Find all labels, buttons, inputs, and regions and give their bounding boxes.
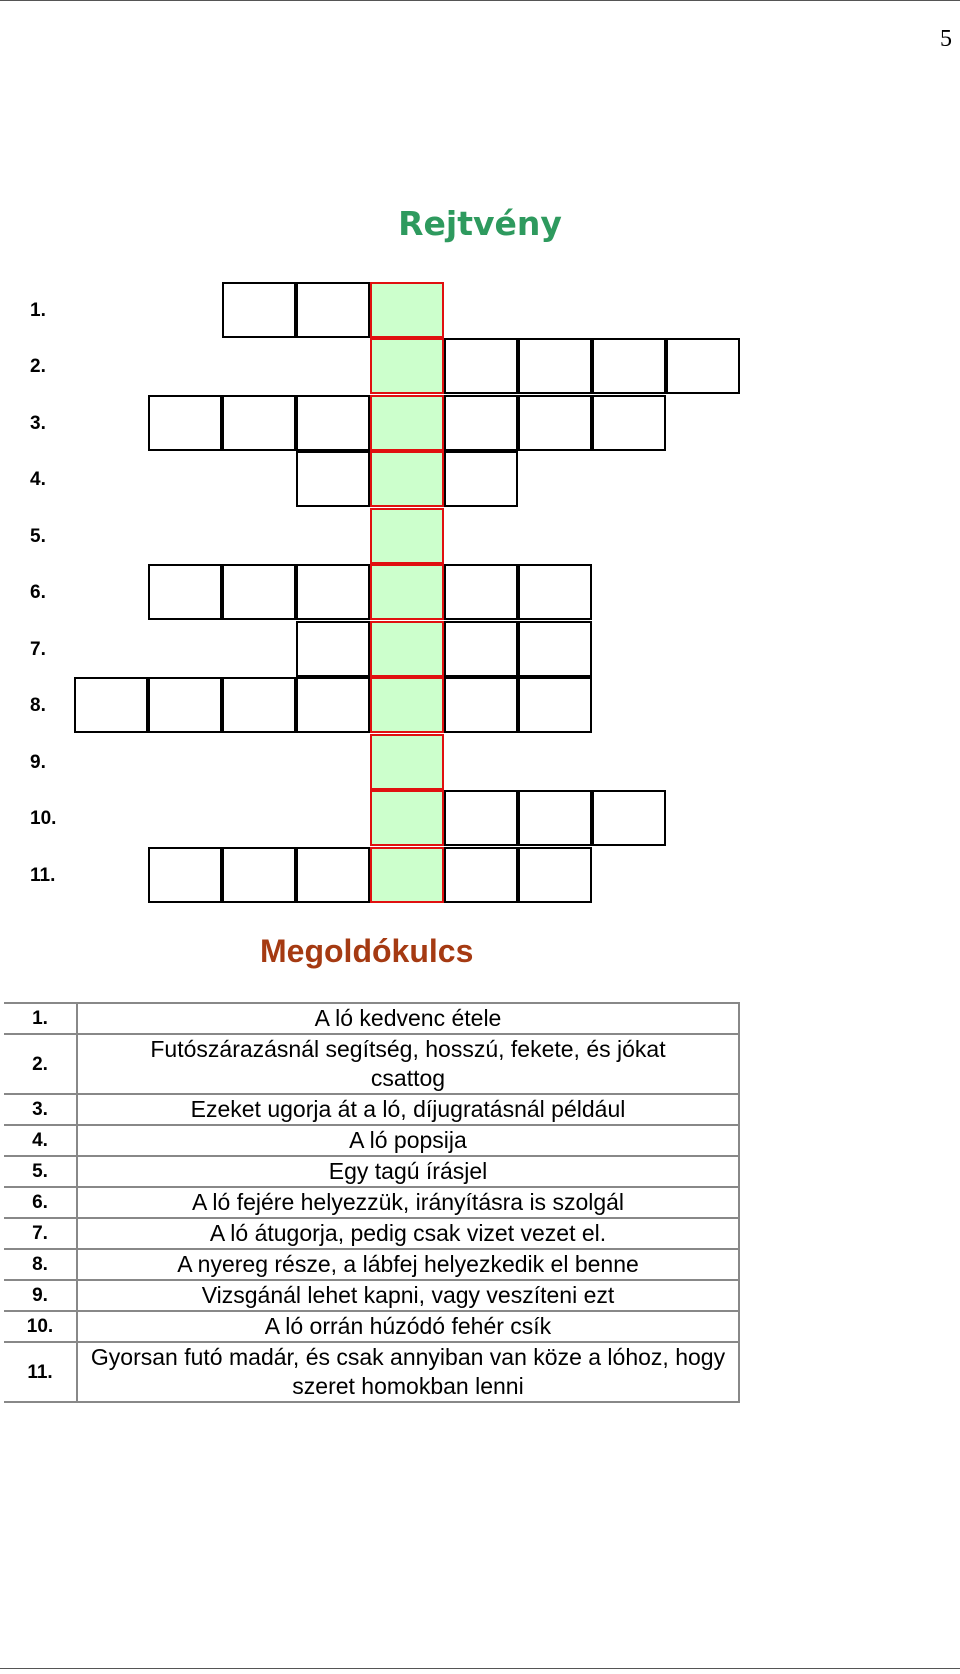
solution-cell[interactable] xyxy=(370,395,444,451)
clue-row xyxy=(4,1003,739,1034)
clue-number: 1. xyxy=(4,1003,77,1034)
solution-cell[interactable] xyxy=(370,564,444,620)
row-label: 4. xyxy=(30,469,46,490)
answer-cell[interactable] xyxy=(148,847,222,903)
clue-text: Ezeket ugorja át a ló, díjugratásnál például xyxy=(77,1094,739,1125)
clue-number: 5. xyxy=(4,1156,77,1187)
answer-cell[interactable] xyxy=(444,677,518,733)
answer-cell[interactable] xyxy=(444,564,518,620)
clue-text: A ló átugorja, pedig csak vizet vezet el. xyxy=(77,1218,739,1249)
row-label: 2. xyxy=(30,356,46,377)
answer-cell[interactable] xyxy=(518,338,592,394)
clue-text: Gyorsan futó madár, és csak annyiban van köze a lóhoz, hogy szeret homokban lenni xyxy=(77,1342,739,1402)
answer-cell[interactable] xyxy=(444,790,518,846)
answer-cell[interactable] xyxy=(444,847,518,903)
clue-text: A ló kedvenc étele xyxy=(77,1003,739,1034)
clue-number: 4. xyxy=(4,1125,77,1156)
answer-cell[interactable] xyxy=(444,451,518,507)
answer-key-title: Megoldókulcs xyxy=(260,933,474,969)
row-label: 6. xyxy=(30,582,46,603)
page-number: 5 xyxy=(940,26,952,52)
clue-table xyxy=(4,1002,740,1403)
solution-cell[interactable] xyxy=(370,734,444,790)
answer-cell[interactable] xyxy=(444,621,518,677)
answer-cell[interactable] xyxy=(518,564,592,620)
clue-row xyxy=(4,1187,739,1218)
solution-cell[interactable] xyxy=(370,790,444,846)
answer-cell[interactable] xyxy=(518,677,592,733)
answer-cell[interactable] xyxy=(666,338,740,394)
clue-number: 7. xyxy=(4,1218,77,1249)
answer-cell[interactable] xyxy=(74,677,148,733)
answer-cell[interactable] xyxy=(222,847,296,903)
row-label: 11. xyxy=(30,865,56,886)
row-label: 1. xyxy=(30,300,46,321)
solution-cell[interactable] xyxy=(370,282,444,338)
answer-cell[interactable] xyxy=(518,395,592,451)
solution-cell[interactable] xyxy=(370,508,444,564)
bottom-rule xyxy=(0,1668,960,1669)
clue-text: A ló orrán húzódó fehér csík xyxy=(77,1311,739,1342)
clue-text: Futószárazásnál segítség, hosszú, fekete, és jókat csattog xyxy=(77,1034,739,1094)
clue-row xyxy=(4,1249,739,1280)
answer-cell[interactable] xyxy=(592,395,666,451)
clue-row xyxy=(4,1156,739,1187)
clue-row xyxy=(4,1280,739,1311)
clue-text: A ló fejére helyezzük, irányításra is szolgál xyxy=(77,1187,739,1218)
answer-cell[interactable] xyxy=(444,338,518,394)
clue-text: A nyereg része, a lábfej helyezkedik el benne xyxy=(77,1249,739,1280)
clue-row xyxy=(4,1125,739,1156)
answer-cell[interactable] xyxy=(592,790,666,846)
top-rule xyxy=(0,0,960,1)
clue-number: 2. xyxy=(4,1034,77,1094)
answer-cell[interactable] xyxy=(296,847,370,903)
clue-text: Egy tagú írásjel xyxy=(77,1156,739,1187)
answer-cell[interactable] xyxy=(148,395,222,451)
clue-row xyxy=(4,1342,739,1402)
row-label: 8. xyxy=(30,695,46,716)
solution-cell[interactable] xyxy=(370,677,444,733)
answer-cell[interactable] xyxy=(296,621,370,677)
row-label: 5. xyxy=(30,526,46,547)
answer-cell[interactable] xyxy=(222,564,296,620)
answer-cell[interactable] xyxy=(222,677,296,733)
solution-cell[interactable] xyxy=(370,621,444,677)
row-label: 7. xyxy=(30,639,46,660)
answer-cell[interactable] xyxy=(296,564,370,620)
solution-cell[interactable] xyxy=(370,847,444,903)
answer-cell[interactable] xyxy=(222,282,296,338)
solution-cell[interactable] xyxy=(370,338,444,394)
answer-cell[interactable] xyxy=(518,790,592,846)
answer-cell[interactable] xyxy=(296,282,370,338)
row-label: 10. xyxy=(30,808,57,829)
answer-cell[interactable] xyxy=(296,677,370,733)
clue-number: 10. xyxy=(4,1311,77,1342)
clue-text: Vizsgánál lehet kapni, vagy veszíteni ezt xyxy=(77,1280,739,1311)
clue-number: 6. xyxy=(4,1187,77,1218)
clue-text: A ló popsija xyxy=(77,1125,739,1156)
answer-cell[interactable] xyxy=(222,395,296,451)
clue-number: 11. xyxy=(4,1342,77,1402)
answer-cell[interactable] xyxy=(592,338,666,394)
clue-row xyxy=(4,1218,739,1249)
row-label: 3. xyxy=(30,413,46,434)
puzzle-title: Rejtvény xyxy=(398,204,562,243)
clue-number: 9. xyxy=(4,1280,77,1311)
clue-number: 3. xyxy=(4,1094,77,1125)
answer-cell[interactable] xyxy=(148,677,222,733)
answer-cell[interactable] xyxy=(444,395,518,451)
clue-row xyxy=(4,1034,739,1094)
answer-cell[interactable] xyxy=(296,451,370,507)
clue-row xyxy=(4,1311,739,1342)
answer-cell[interactable] xyxy=(148,564,222,620)
answer-cell[interactable] xyxy=(518,847,592,903)
answer-cell[interactable] xyxy=(296,395,370,451)
clue-row xyxy=(4,1094,739,1125)
row-label: 9. xyxy=(30,752,46,773)
answer-cell[interactable] xyxy=(518,621,592,677)
clue-number: 8. xyxy=(4,1249,77,1280)
solution-cell[interactable] xyxy=(370,451,444,507)
